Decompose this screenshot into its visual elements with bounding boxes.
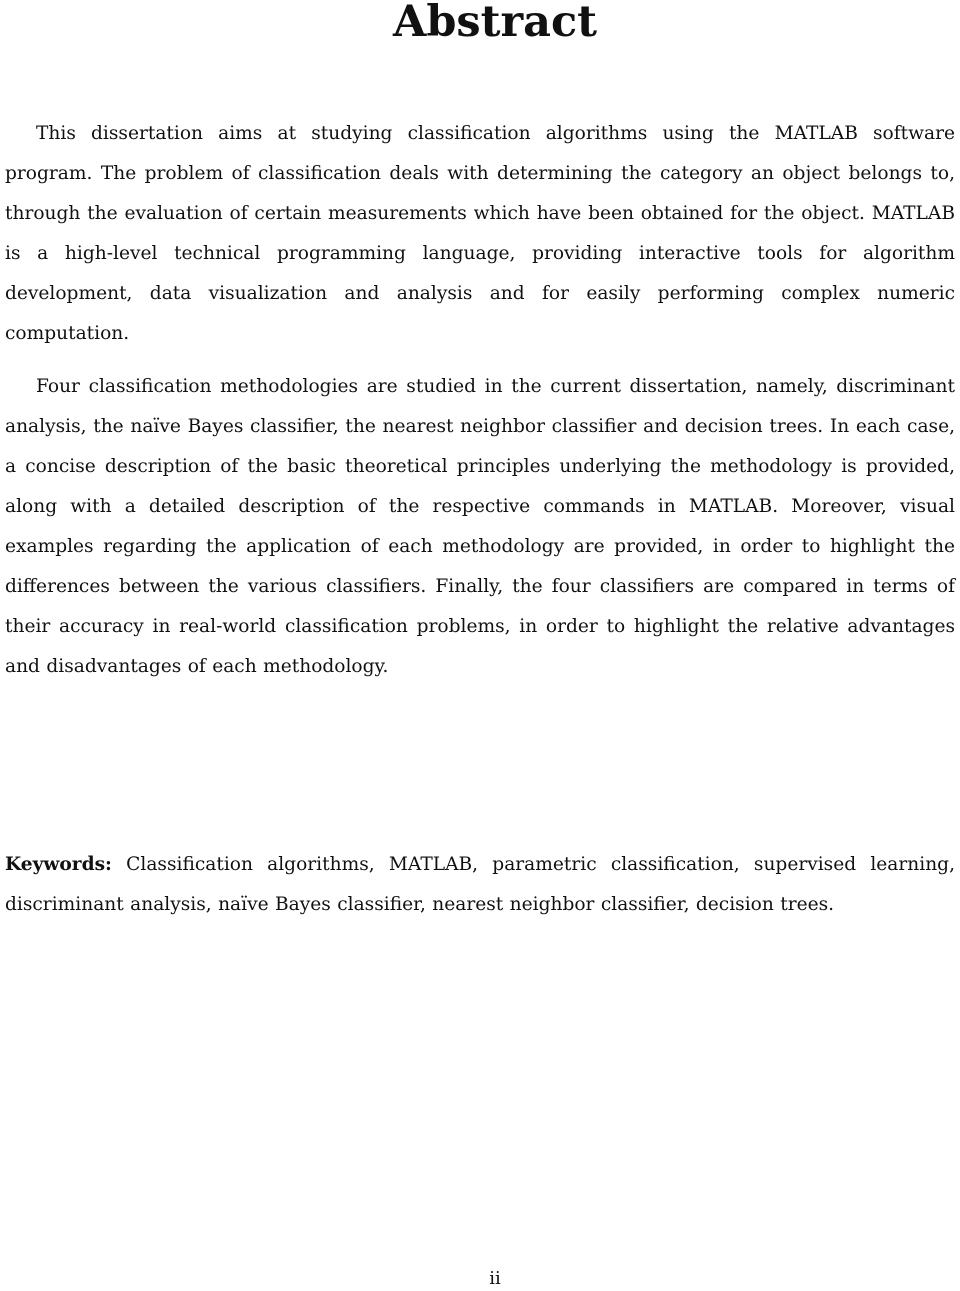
keywords-label: Keywords: <box>5 854 112 875</box>
abstract-body <box>5 114 955 687</box>
keywords-section <box>5 845 955 925</box>
page-number: ii <box>489 1268 501 1289</box>
page-title: Abstract <box>392 0 598 47</box>
abstract-paragraph-2: Four classification methodologies are studied in the current dissertation, namely, discriminant analysis, the naïve Bayes classifier, the nearest neighbor classifier and decision trees. In each case, a concise description of the basic theoretical principles underlying the methodology is provided, along with a detailed description of the respective commands in MATLAB. Moreover, visual examples regarding the application of each methodology are provided, in order to highlight the differences between the various classifiers. Finally, the four classifiers are compared in terms of their accuracy in real-world classification problems, in order to highlight the relative advantages and disadvantages of each methodology. <box>5 376 955 677</box>
keywords-text: Classification algorithms, MATLAB, parametric classification, supervised learning, discriminant analysis, naïve Bayes classifier, nearest neighbor classifier, decision trees. <box>5 854 955 915</box>
abstract-paragraph-1: This dissertation aims at studying classification algorithms using the MATLAB software program. The problem of classification deals with determining the category an object belongs to, through the evaluation of certain measurements which have been obtained for the object. MATLAB is a high-level technical programming language, providing interactive tools for algorithm development, data visualization and analysis and for easily performing complex numeric computation. <box>5 123 955 344</box>
